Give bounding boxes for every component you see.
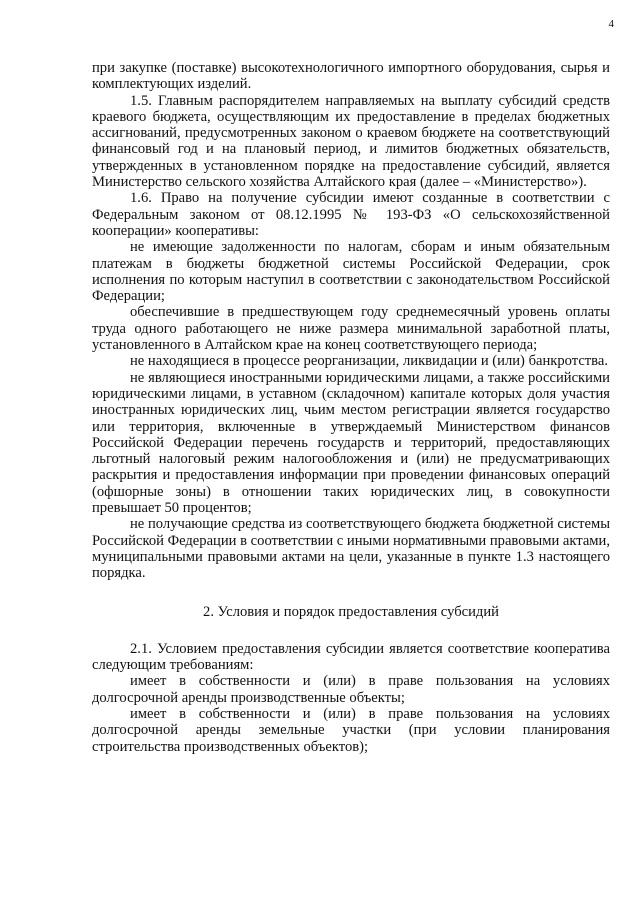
page-number: 4 — [608, 18, 614, 30]
paragraph-requirement-no-debt: не имеющие задолженности по налогам, сборам и иным обязательным платежам в бюджеты бюджетной системы Российской Федерации, срок исполнения по которым наступил в соответствии с законодательством Российской Федерации; — [92, 239, 610, 305]
paragraph-requirement-no-other-funds: не получающие средства из соответствующего бюджета бюджетной системы Российской Федерации в соответствии с иными нормативными правовыми актами, муниципальными правовыми актами на цели, указанные в пункте 1.3 настоящего порядка. — [92, 516, 610, 582]
paragraph-continuation: при закупке (поставке) высокотехнологичного импортного оборудования, сырья и комплектующих изделий. — [92, 60, 610, 93]
document-body — [92, 60, 610, 755]
paragraph-condition-land-plots: имеет в собственности и (или) в праве пользования на условиях долгосрочной аренды земельные участки (при условии планирования строительства производственных объектов); — [92, 705, 610, 755]
paragraph-requirement-not-foreign: не являющиеся иностранными юридическими лицами, а также российскими юридическими лицами, в уставном (складочном) капитале которых доля участия иностранных юридических лиц, чьим местом регистрации является государство или территория, включенные в утверждаемый Министерством финансов Российской Федерации перечень государств и территорий, предоставляющих льготный налоговый режим налогообложения и (или) не предусматривающих раскрытия и предоставления информации при проведении финансовых операций (офшорные зоны) в отношении таких юридических лиц, в совокупности превышает 50 процентов; — [92, 369, 610, 517]
section-heading: 2. Условия и порядок предоставления субсидий — [203, 603, 499, 620]
paragraph-condition-production-objects: имеет в собственности и (или) в праве пользования на условиях долгосрочной аренды производственные объекты; — [92, 673, 610, 706]
paragraph-1-6: 1.6. Право на получение субсидии имеют созданные в соответствии с Федеральным законом от 08.12.1995 № 193-ФЗ «О сельскохозяйственной кооперации» кооперативы: — [92, 190, 610, 239]
paragraph-requirement-salary: обеспечившие в предшествующем году среднемесячный уровень оплаты труда одного работающего не ниже размера минимальной заработной платы, установленного в Алтайском крае на конец соответствующего периода; — [92, 304, 610, 354]
paragraph-requirement-no-bankruptcy: не находящиеся в процессе реорганизации, ликвидации и (или) банкротства. — [130, 353, 609, 370]
paragraph-2-1: 2.1. Условием предоставления субсидии является соответствие кооператива следующим требованиям: — [92, 640, 610, 674]
paragraph-1-5: 1.5. Главным распорядителем направляемых на выплату субсидий средств краевого бюджета, осуществляющим их предоставление в пределах бюджетных ассигнований, предусмотренных законом о краевом бюджете на соответствующий финансовый год и на плановый период, и лимитов бюджетных обязательств, утвержденных в установленном порядке на предоставление субсидий, является Министерство сельского хозяйства Алтайского края (далее – «Министерство»). — [92, 92, 610, 191]
